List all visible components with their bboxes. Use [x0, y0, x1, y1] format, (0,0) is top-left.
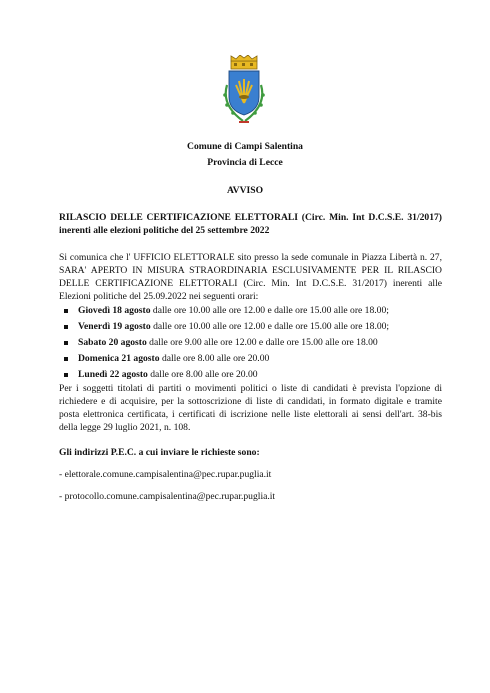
intro-paragraph: Si comunica che l' UFFICIO ELETTORALE sito presso la sede comunale in Piazza Libertà n. 27, SARA' APERTO IN MISURA STRAORDINARIA ESCLUSIVAMENTE PER IL RILASCIO DELLE CERTIFICAZIONE ELETTORALI (Circ. Min. Int D.C.S.E. 31/2017) inerenti alle Elezioni politiche del 25.09.2022 nei seguenti orari: — [59, 252, 442, 302]
schedule-hours: dalle ore 8.00 alle ore 20.00 — [159, 352, 270, 364]
bullet-icon — [64, 373, 68, 377]
schedule-hours: dalle ore 10.00 alle ore 12.00 e dalle ore 15.00 alle ore 18.00; — [150, 320, 390, 332]
pec-address-protocol: - protocollo.comune.campisalentina@pec.rupar.puglia.it — [59, 491, 276, 502]
schedule-day: Lunedì 22 agosto — [78, 368, 148, 380]
municipality-name: Comune di Campi Salentina — [187, 141, 303, 152]
municipal-coat-of-arms-icon — [221, 55, 267, 127]
candidates-paragraph: Per i soggetti titolati di partiti o movimenti politici o liste di candidati è prevista l'opzione di richiedere e di acquisire, per la sottoscrizione di liste di candidati, in formato digitale e tramite posta elettronica certificata, i certificati di iscrizione nelle liste elettorali ai sensi dell'art. 38-bis della legge 29 luglio 2021, n. 108. — [59, 383, 442, 433]
schedule-hours: dalle ore 10.00 alle ore 12.00 e dalle ore 15.00 alle ore 18.00; — [150, 305, 389, 316]
schedule-day: Giovedì 18 agosto — [78, 305, 151, 316]
schedule-day: Venerdì 19 agosto — [78, 320, 151, 332]
schedule-day: Sabato 20 agosto — [78, 336, 147, 348]
pec-heading: Gli indirizzi P.E.C. a cui inviare le richieste sono: — [59, 447, 260, 458]
province-name: Provincia di Lecce — [207, 157, 283, 168]
bullet-icon — [64, 341, 68, 345]
bullet-icon — [64, 309, 68, 313]
notice-subject: RILASCIO DELLE CERTIFICAZIONE ELETTORALI (Circ. Min. Int D.C.S.E. 31/2017) inerenti alle elezioni politiche del 25 settembre 2022 — [59, 212, 442, 236]
schedule-hours: dalle ore 9.00 alle ore 12.00 e dalle ore 15.00 alle ore 18.00 — [146, 336, 378, 348]
schedule-hours: dalle ore 8.00 alle ore 20.00 — [147, 368, 258, 380]
list-item — [64, 321, 444, 337]
list-item — [64, 305, 444, 321]
bullet-icon — [64, 357, 68, 361]
schedule-day: Domenica 21 agosto — [78, 352, 160, 364]
bullet-icon — [64, 325, 68, 329]
pec-address-electoral: - elettorale.comune.campisalentina@pec.rupar.puglia.it — [59, 469, 272, 480]
list-item — [64, 337, 444, 353]
opening-hours-list — [64, 305, 444, 384]
notice-title: AVVISO — [226, 185, 264, 196]
list-item — [64, 353, 444, 369]
